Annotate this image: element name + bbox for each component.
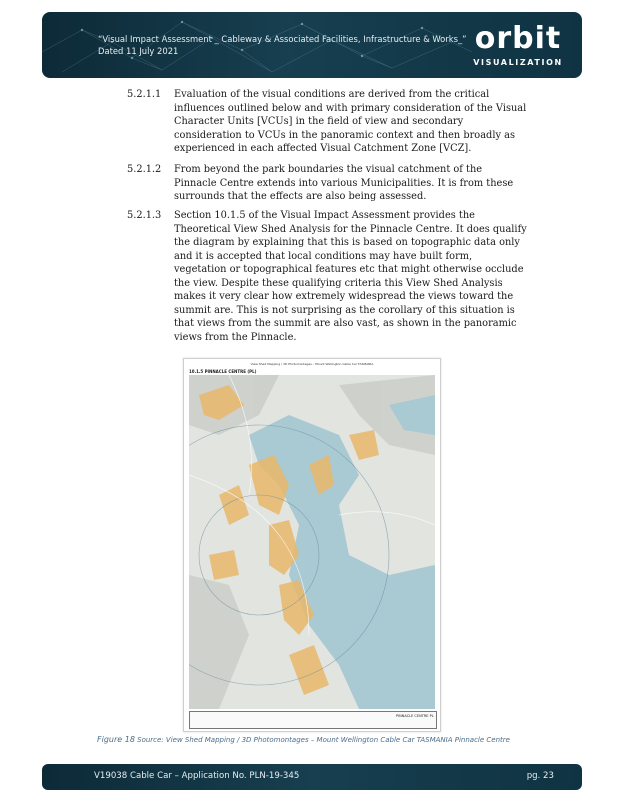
paragraph-5-2-1-3 [127, 209, 527, 344]
logo-wordmark: orbit [474, 21, 562, 56]
logo-subtitle: VISUALIZATION [473, 58, 563, 67]
paragraph-5-2-1-1 [127, 88, 527, 156]
document-date: Dated 11 July 2021 [98, 46, 179, 56]
document-title: “Visual Impact Assessment _ Cableway & Associated Facilities, Infrastructure & Works_” [98, 34, 467, 44]
footer-banner [42, 764, 582, 790]
map-label: 10.1.5 PINNACLE CENTRE (PL) [189, 369, 257, 374]
map-title-block [189, 711, 437, 729]
paragraph-number: 5.2.1.2 [127, 164, 162, 175]
view-shed-map [189, 375, 435, 709]
caption-text: Source: View Shed Mapping / 3D Photomontages – Mount Wellington Cable Car TASMANIA Pinnacle Centre [134, 736, 510, 744]
figure-number: Figure 18 [97, 735, 135, 744]
paragraph-text: Section 10.1.5 of the Visual Impact Assessment provides the Theoretical View Shed Analysis for the Pinnacle Centre. It does qualify the diagram by explaining that this is based on topographic data only and it is accepted that local conditions may have built form, vegetation or topographical features etc that might otherwise occlude the view. Despite these qualifying criteria this View Shed Analysis makes it very clear how extremely widespread the views toward the summit are. This is not surprising as the corollary of this situation is that views from the summit are also vast, as shown in the panoramic views from the Pinnacle. [174, 210, 527, 343]
map-header: View Shed Mapping / 3D Photomontages – Mount Wellington Cable Car TASMANIA [250, 362, 374, 366]
page-number: pg. 23 [526, 771, 554, 781]
paragraph-5-2-1-2 [127, 163, 527, 204]
paragraph-number: 5.2.1.1 [127, 89, 162, 100]
paragraph-text: Evaluation of the visual conditions are derived from the critical influences outlined below and with primary consideration of the Visual Character Units [VCUs] in the field of view and secondary consideration to VCUs in the panoramic context and then broadly as experienced in each affected Visual Catchment Zone [VCZ]. [174, 89, 527, 154]
view-shed-map-figure [183, 358, 441, 732]
footer-application-number: V19038 Cable Car – Application No. PLN-19-345 [94, 771, 300, 781]
orbit-logo [466, 22, 570, 72]
figure-caption [97, 735, 510, 744]
paragraph-text: From beyond the park boundaries the visual catchment of the Pinnacle Centre extends into various Municipalities. It is from these surrounds that the effects are also being assessed. [174, 164, 514, 202]
paragraph-number: 5.2.1.3 [127, 210, 162, 221]
title-block-text: PINNACLE CENTRE PL [396, 714, 434, 718]
header-banner [42, 12, 582, 78]
